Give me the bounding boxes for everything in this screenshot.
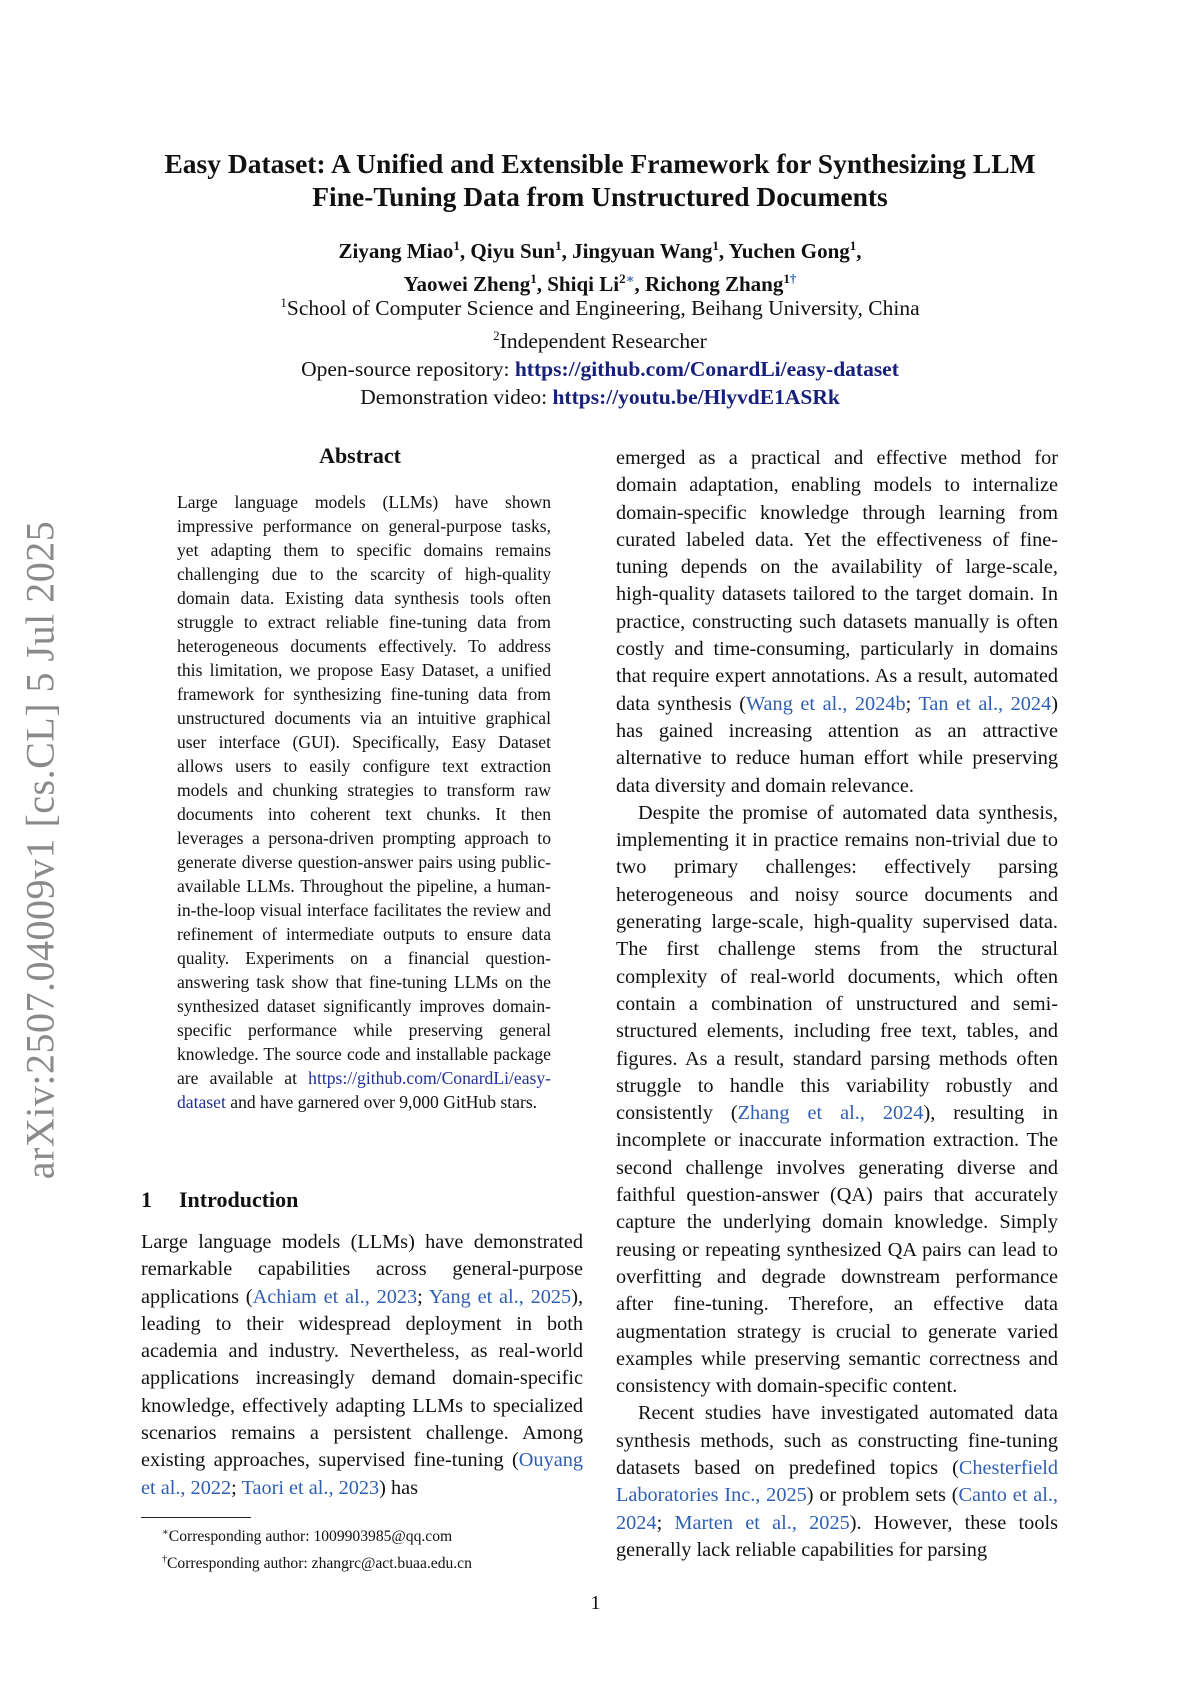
corresponding-mark[interactable]: ∗ [625, 271, 635, 286]
affiliation-2: $^2$Independent Researcher [493, 328, 707, 354]
paper-title [140, 147, 1060, 213]
author-name: Jingyuan Wang [572, 239, 713, 263]
arxiv-stamp-text: arXiv:2507.04009v1 [cs.CL] 5 Jul 2025 [17, 520, 63, 1180]
author-affil-mark: 1† [783, 271, 797, 286]
author-name: Shiqi Li [547, 272, 620, 296]
citation-link[interactable]: Canto et al., 2024 [616, 1484, 1058, 1534]
citation-link[interactable]: Taori et al., 2023 [241, 1476, 380, 1499]
paragraph: emerged as a practical and effective method for domain adaptation, enabling models to internalize domain-specific knowledge through learning from curated labeled data. Yet the effectiveness of fine-tuning depends on the availability of large-scale, high-quality datasets tailored to the target domain. In practice, constructing such datasets manually is often costly and time-consuming, particularly in domains that require expert annotations. As a result, automated data synthesis (Wang et al., 2024b; Tan et al., 2024) has gained increasing attention as an attractive alternative to reduce human effort while preserving data diversity and domain relevance. [616, 447, 1058, 797]
affiliation-1: $^1$School of Computer Science and Engineering, Beihang University, China [280, 295, 920, 321]
abstract-github-link[interactable]: https://github.com/ConardLi/easy-dataset [177, 1068, 551, 1112]
abstract-body [177, 490, 551, 1114]
author-affil-mark: 1 [555, 238, 562, 253]
abstract-heading: Abstract [319, 443, 401, 468]
footnote-1: ∗Corresponding author: 1009903985@qq.com [162, 1527, 453, 1546]
arxiv-identifier-stamp [17, 520, 63, 1180]
citation-link[interactable]: Chesterfield Laboratories Inc., 2025 [616, 1456, 1058, 1507]
repository-label: Open-source repository: [301, 357, 515, 382]
page-number: 1 [590, 1592, 601, 1614]
paragraph: Recent studies have investigated automated data synthesis methods, such as constructing fine-tuning datasets based on predefined topics (Chesterfield Laboratories Inc., 2025) or problem sets (Canto et al., 2024; Marten et al., 2025). However, these tools generally lack reliable capabilities for parsing [616, 1402, 1058, 1561]
corresponding-mark[interactable]: † [789, 271, 797, 286]
citation-link[interactable]: Wang et al., 2024b [746, 692, 906, 715]
author-affil-mark: 2∗ [619, 271, 635, 286]
footnote-2: †Corresponding author: zhangrc@act.buaa.edu.cn [162, 1554, 472, 1573]
right-column-text [616, 445, 1058, 1564]
citation-link[interactable]: Ouyang et al., 2022 [141, 1449, 583, 1499]
citation-link[interactable]: Tan et al., 2024 [918, 692, 1052, 715]
paragraph: Despite the promise of automated data synthesis, implementing it in practice remains non-trivial due to two primary challenges: effectively parsing heterogeneous and noisy source documents and generating large-scale, high-quality supervised data. The first challenge stems from the structural complexity of real-world documents, which often contain a combination of unstructured and semi-structured elements, including free text, tables, and figures. As a result, standard parsing methods often struggle to handle this variability robustly and consistently (Zhang et al., 2024), resulting in incomplete or inaccurate information extraction. The second challenge involves generating diverse and faithful question-answer (QA) pairs that accurately capture the underlying domain knowledge. Simply reusing or repeating synthesized QA pairs can lead to overfitting and degrade downstream performance after fine-tuning. Therefore, an effective data augmentation strategy is crucial to generate varied examples while preserving semantic correctness and consistency with domain-specific content. [616, 801, 1059, 1398]
citation-link[interactable]: Marten et al., 2025 [674, 1511, 850, 1534]
abstract-text: Large language models (LLMs) have shown impressive performance on general-purpose tasks, yet adapting them to specific domains remains challenging due to the scarcity of high-quality domain data. Existing data synthesis tools often struggle to extract reliable fine-tuning data from heterogeneous documents effectively. To address this limitation, we propose Easy Dataset, a unified framework for synthesizing fine-tuning data from unstructured documents via an intuitive graphical user interface (GUI). Specifically, Easy Dataset allows users to easily configure text extraction models and chunking strategies to transform raw documents into coherent text chunks. It then leverages a persona-driven prompting approach to generate diverse question-answer pairs using public-available LLMs. Throughout the pipeline, a human-in-the-loop visual interface facilitates the review and refinement of intermediate outputs to ensure data quality. Experiments on a financial question-answering task show that fine-tuning LLMs on the synthesized dataset significantly improves domain-specific performance while preserving general knowledge. The source code and installable package are available at [177, 492, 551, 1088]
citation-link[interactable]: Yang et al., 2025 [428, 1285, 572, 1308]
author-affil-mark: 1 [530, 271, 537, 286]
repository-line [140, 355, 1060, 383]
author-affil-mark: 1 [849, 238, 857, 253]
citation-link[interactable]: Achiam et al., 2023 [252, 1285, 418, 1308]
intro-paragraph: Large language models (LLMs) have demonstrated remarkable capabilities across general-purpose applications (Achiam et al., 2023; Yang et al., 2025), leading to their widespread deployment in both academia and industry. Nevertheless, as real-world applications increasingly demand domain-specific knowledge, effectively adapting LLMs to specialized scenarios remains a persistent challenge. Among existing approaches, supervised fine-tuning (Ouyang et al., 2022; Taori et al., 2023) has [141, 1231, 584, 1499]
title-line-1: Easy Dataset: A Unified and Extensible Framework for Synthesizing LLM [164, 148, 1036, 179]
footnotes [162, 1521, 582, 1575]
abstract-tail: and have garnered over 9,000 GitHub stars. [225, 1092, 538, 1112]
video-link[interactable]: https://youtu.be/HlyvdE1ASRk [552, 385, 840, 410]
author-name: Yuchen Gong [728, 239, 850, 263]
author-affil-mark: 1 [712, 238, 719, 253]
section-heading-introduction [141, 1187, 298, 1213]
repository-link[interactable]: https://github.com/ConardLi/easy-dataset [514, 357, 899, 382]
author-line-2: Yaowei Zheng$^1$, Shiqi $Li^{2∗}$, Richong Zhang$^{1\dagger}$ [403, 271, 797, 296]
author-name: Yaowei Zheng [403, 272, 531, 296]
footnote-divider [141, 1517, 251, 1518]
author-name: Richong Zhang [645, 272, 784, 296]
section-number: 1 [141, 1187, 152, 1212]
author-name: Qiyu Sun [470, 239, 556, 263]
affiliations [140, 289, 1060, 411]
section-title: Introduction [179, 1187, 299, 1212]
video-label: Demonstration video: [360, 385, 553, 410]
author-name: Ziyang Miao [338, 239, 454, 263]
citation-link[interactable]: Zhang et al., 2024 [737, 1102, 924, 1125]
video-line [140, 383, 1060, 411]
author-line-1: Ziyang Miao$^1$, Qiyu Sun$^1$, Jingyuan Wang$^1$, Yuchen Gong$^1$, [338, 238, 862, 263]
title-line-2: Fine-Tuning Data from Unstructured Documents [312, 181, 888, 212]
author-affil-mark: 1 [453, 238, 460, 253]
